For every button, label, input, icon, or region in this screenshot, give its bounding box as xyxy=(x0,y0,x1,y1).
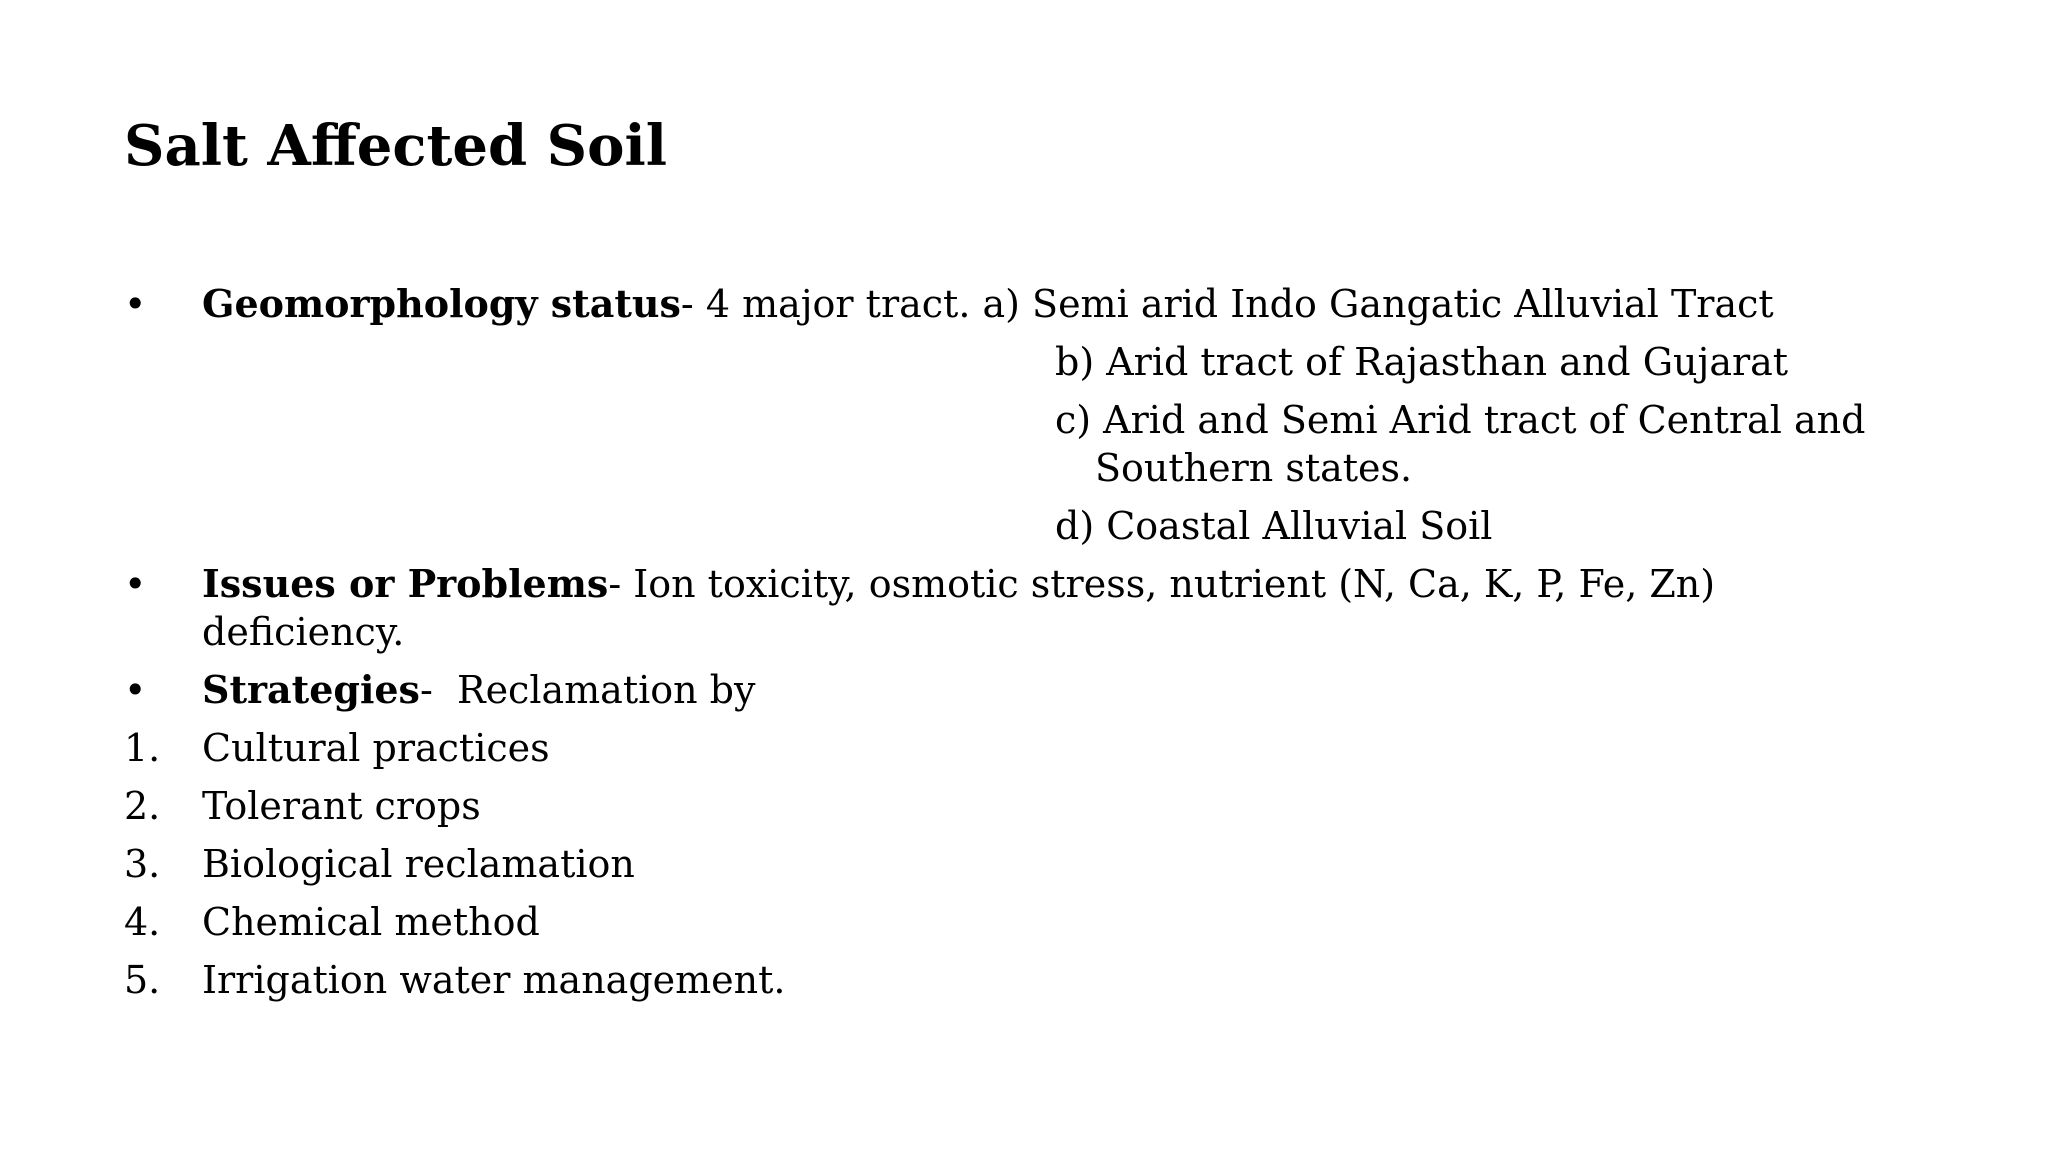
list-number: 5. xyxy=(124,958,161,1002)
list-item xyxy=(124,898,2024,946)
issues-text: - Ion toxicity, osmotic stress, nutrient (N, Ca, K, P, Fe, Zn) deficiency. xyxy=(202,562,1716,654)
tract-item-b: b) Arid tract of Rajasthan and Gujarat xyxy=(1055,340,1789,384)
tract-item-c: c) Arid and Semi Arid tract of Central and Southern states. xyxy=(1055,398,1866,490)
list-item xyxy=(124,724,2024,772)
list-text: Chemical method xyxy=(202,900,540,944)
bullet-marker: • xyxy=(124,562,147,606)
geomorphology-text: - 4 major tract. a) Semi arid Indo Gangatic Alluvial Tract xyxy=(680,282,1774,326)
list-text: Tolerant crops xyxy=(202,784,481,828)
issues-content xyxy=(202,560,1862,656)
list-text: Cultural practices xyxy=(202,726,550,770)
tract-list xyxy=(1055,338,2024,550)
list-number: 1. xyxy=(124,726,161,770)
list-number: 4. xyxy=(124,900,161,944)
list-number: 3. xyxy=(124,842,161,886)
list-number: 2. xyxy=(124,784,161,828)
list-item xyxy=(124,782,2024,830)
list-item xyxy=(124,840,2024,888)
tract-item-d: d) Coastal Alluvial Soil xyxy=(1055,504,1493,548)
slide-body xyxy=(124,280,2024,1014)
issues-label: Issues or Problems xyxy=(202,561,609,606)
slide-title: Salt Affected Soil xyxy=(124,113,667,179)
list-item xyxy=(124,956,2024,1004)
strategies-label: Strategies xyxy=(202,667,420,712)
bullet-geomorphology xyxy=(124,280,2024,550)
list-text: Irrigation water management. xyxy=(202,958,786,1002)
geomorphology-label: Geomorphology status xyxy=(202,281,681,326)
bullet-marker: • xyxy=(124,282,147,326)
strategies-text: - Reclamation by xyxy=(419,668,756,712)
list-text: Biological reclamation xyxy=(202,842,635,886)
bullet-issues xyxy=(124,560,2024,656)
bullet-marker: • xyxy=(124,668,147,712)
bullet-strategies xyxy=(124,666,2024,714)
